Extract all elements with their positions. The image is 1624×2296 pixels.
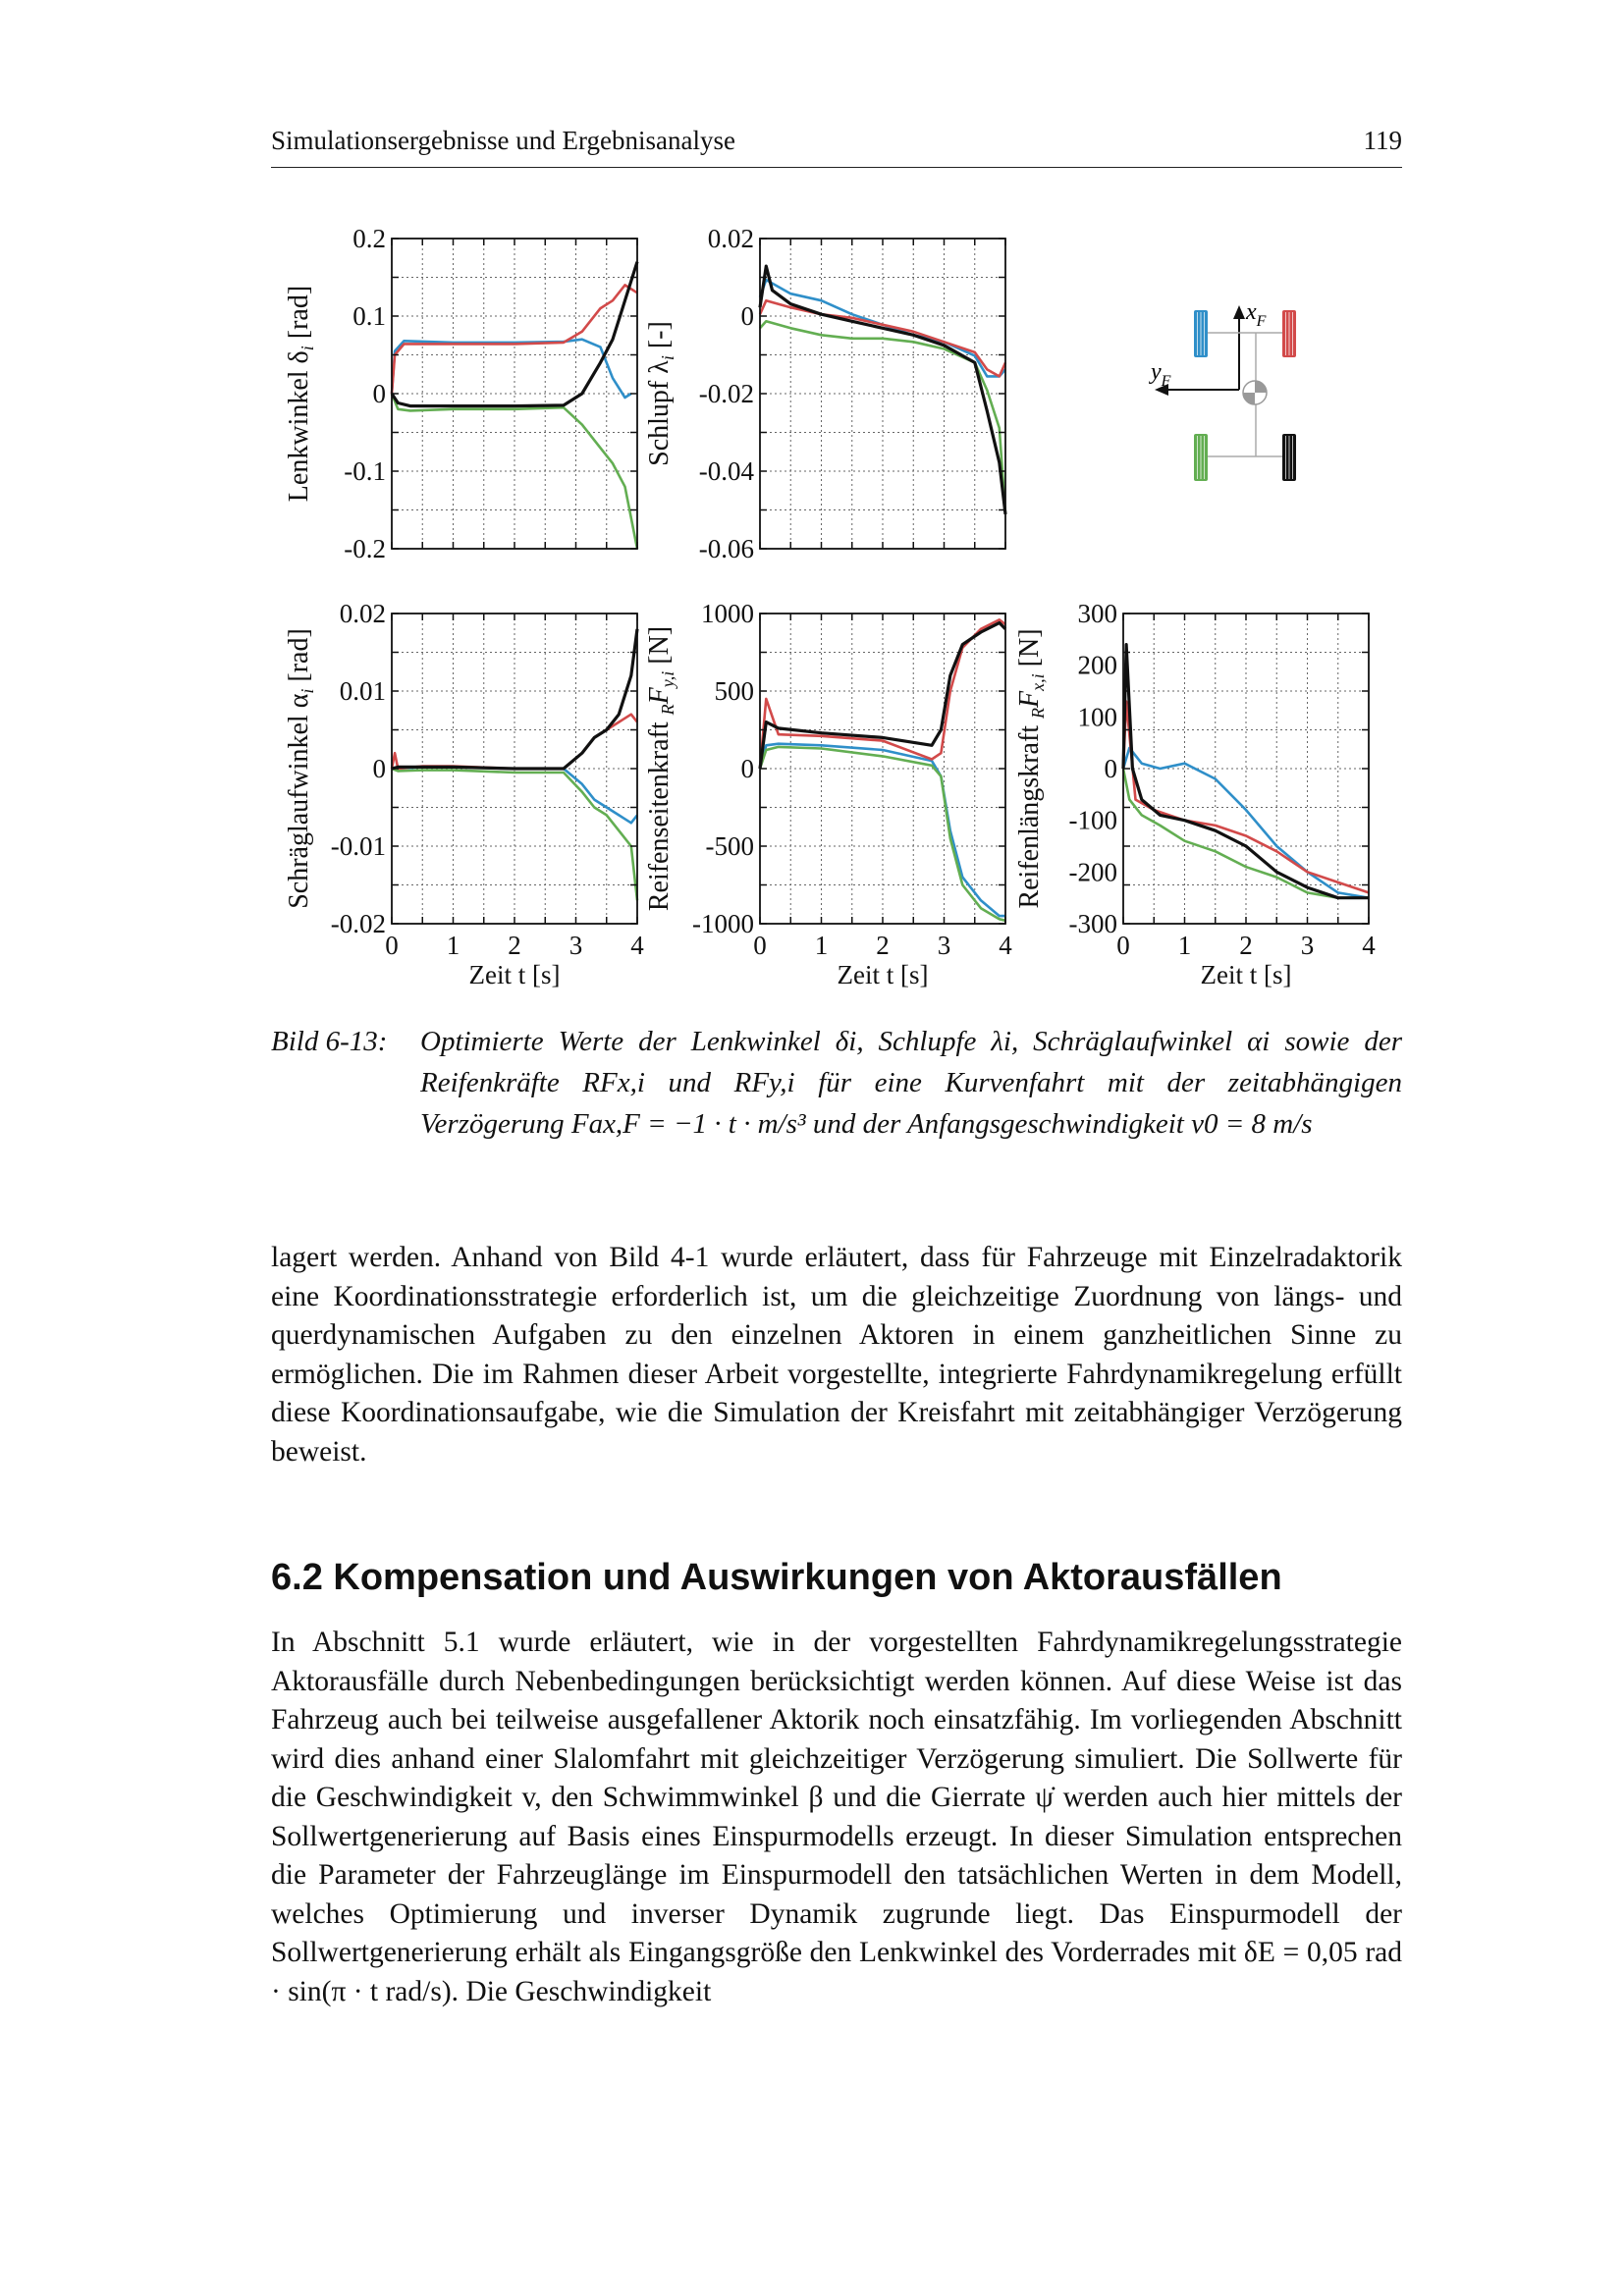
y-tick-label: 0.02 xyxy=(339,599,386,628)
y-tick-label: 200 xyxy=(1077,650,1117,680)
y-tick-label: 1000 xyxy=(701,599,754,628)
series-line-1 xyxy=(392,767,637,823)
y-tick-label: 0 xyxy=(372,379,386,408)
x-tick-label: 2 xyxy=(1239,931,1253,960)
y-tick-label: -300 xyxy=(1068,909,1117,938)
x-axis-label: Zeit t [s] xyxy=(837,960,929,989)
x-tick-label: 1 xyxy=(814,931,829,960)
y-tick-label: -0.02 xyxy=(330,909,386,938)
y-axis-label: Lenkwinkel $\delta_i$ [rad] xyxy=(284,285,317,503)
y-tick-label: 0.02 xyxy=(707,224,754,253)
y-tick-label: -0.1 xyxy=(344,456,386,486)
plot-lenkwinkel xyxy=(284,224,637,563)
plots-layer xyxy=(284,224,1376,989)
wheel-rear-left-icon xyxy=(1194,434,1208,481)
x-tick-label: 4 xyxy=(630,931,644,960)
y-tick-label: -0.01 xyxy=(330,831,386,861)
running-title: Simulationsergebnisse und Ergebnisanalyse xyxy=(271,126,735,155)
center-of-gravity-icon xyxy=(1243,381,1267,404)
page-number: 119 xyxy=(1363,126,1402,155)
wheel-rear-right-icon xyxy=(1282,434,1296,481)
y-tick-label: 100 xyxy=(1077,702,1117,732)
body-paragraph-1: lagert werden. Anhand von Bild 4-1 wurde erläutert, dass für Fahrzeuge mit Einzelradaktorik eine Koordinationsstrategie erforderlich ist, um die gleichzeitige Zuordnung von längs- und querdynamischen Aufgaben zu den einzelnen Aktoren in einem ganzheitlichen Sinne zu ermöglichen. Die im Rahmen dieser Arbeit vorgestellte, integrierte Fahrdynamikregelung erfüllt diese Koordinationsaufgabe, wie die Simulation der Kreisfahrt mit zeitabhängiger Verzögerung beweist. xyxy=(271,1242,1402,1468)
y-tick-label: -1000 xyxy=(692,909,754,938)
x-tick-label: 4 xyxy=(999,931,1012,960)
caption-text: Optimierte Werte der Lenkwinkel δi, Schlupfe λi, Schräglaufwinkel αi sowie der Reifenkräfte RFx,i und RFy,i für eine Kurvenfahrt mit der zeitabhängigen Verzögerung Fax,F = −1 · t · m/s³ und der Anfangsgeschwindigkeit v0 = 8 m/s xyxy=(420,1026,1402,1140)
y-tick-label: 0 xyxy=(1104,754,1117,783)
y-tick-label: 0 xyxy=(740,754,754,783)
y-tick-label: -0.2 xyxy=(344,534,386,563)
y-axis-label: Reifenlängskraft $_RF_{x,i}$ [N] xyxy=(1014,628,1048,909)
body-paragraph-2: In Abschnitt 5.1 wurde erläutert, wie in der vorgestellten Fahrdynamikregelungsstrategie Aktorausfälle durch Nebenbedingungen berücksichtigt werden können. Auf diese Weise ist das Fahrzeug auch bei teilweise ausgefallener Aktorik noch einsatzfähig. Im vorliegenden Abschnitt wird dies anhand einer Slalomfahrt mit gleichzeitiger Verzögerung simuliert. Die Sollwerte für die Geschwindigkeit v, den Schwimmwinkel β und die Gierrate ψ̇ werden auch hier mittels der Sollwertgenerierung auf Basis eines Einspurmodells erzeugt. In dieser Simulation entsprechen die Parameter der Fahrzeuglänge im Einspurmodell den tatsächlichen Werten in dem Modell, welches Optimierung und inverser Dynamik zugrunde liegt. Das Einspurmodell der Sollwertgenerierung erhält als Eingangsgröße den Lenkwinkel des Vorderrades mit δE = 0,05 rad · sin(π · t rad/s). Die Geschwindigkeit xyxy=(271,1627,1402,2007)
x-tick-label: 3 xyxy=(568,931,583,960)
vehicle-diagram xyxy=(1149,299,1296,481)
y-tick-label: 300 xyxy=(1077,599,1117,628)
x-axis-arrowhead xyxy=(1233,305,1245,319)
section-heading: 6.2 Kompensation und Auswirkungen von Aktorausfällen xyxy=(271,1557,1282,1598)
y-tick-label: 500 xyxy=(714,676,754,706)
series-line-3 xyxy=(1123,769,1369,898)
plot-schlupf xyxy=(644,224,1005,563)
plot-reifenlaengskraft xyxy=(1014,599,1376,989)
x-tick-label: 1 xyxy=(446,931,460,960)
figure xyxy=(0,0,1624,1021)
x-tick-label: 2 xyxy=(508,931,521,960)
y-tick-label: 0.01 xyxy=(339,676,386,706)
wheel-front-right-icon xyxy=(1282,310,1296,357)
y-tick-label: -500 xyxy=(705,831,754,861)
x-tick-label: 0 xyxy=(385,931,399,960)
y-tick-label: 0.1 xyxy=(352,301,386,331)
x-axis-label: $x_F$ xyxy=(1246,299,1267,330)
x-axis-label: Zeit t [s] xyxy=(468,960,561,989)
y-tick-label: 0 xyxy=(372,754,386,783)
caption-label: Bild 6-13: xyxy=(271,1026,388,1057)
y-tick-label: 0 xyxy=(740,301,754,331)
plot-schraeglaufwinkel xyxy=(284,599,644,989)
y-tick-label: 0.2 xyxy=(352,224,386,253)
x-tick-label: 4 xyxy=(1362,931,1376,960)
y-axis-label: Schlupf $\lambda_i$ [-] xyxy=(644,321,677,466)
x-tick-label: 3 xyxy=(1300,931,1315,960)
x-tick-label: 0 xyxy=(1116,931,1130,960)
x-tick-label: 1 xyxy=(1177,931,1192,960)
x-tick-label: 2 xyxy=(876,931,890,960)
plot-reifenseitenkraft xyxy=(644,599,1012,989)
y-axis-label: Schräglaufwinkel $\alpha_i$ [rad] xyxy=(284,628,317,909)
x-tick-label: 0 xyxy=(753,931,767,960)
y-axis-label: Reifenseitenkraft $_RF_{y,i}$ [N] xyxy=(644,625,677,912)
y-tick-label: -100 xyxy=(1068,805,1117,835)
x-axis-label: Zeit t [s] xyxy=(1200,960,1292,989)
y-tick-label: -200 xyxy=(1068,857,1117,887)
y-tick-label: -0.06 xyxy=(698,534,754,563)
y-axis-label: $y_F$ xyxy=(1151,359,1171,390)
y-tick-label: -0.02 xyxy=(698,379,754,408)
x-tick-label: 3 xyxy=(937,931,951,960)
y-tick-label: -0.04 xyxy=(698,456,754,486)
wheel-front-left-icon xyxy=(1194,310,1208,357)
